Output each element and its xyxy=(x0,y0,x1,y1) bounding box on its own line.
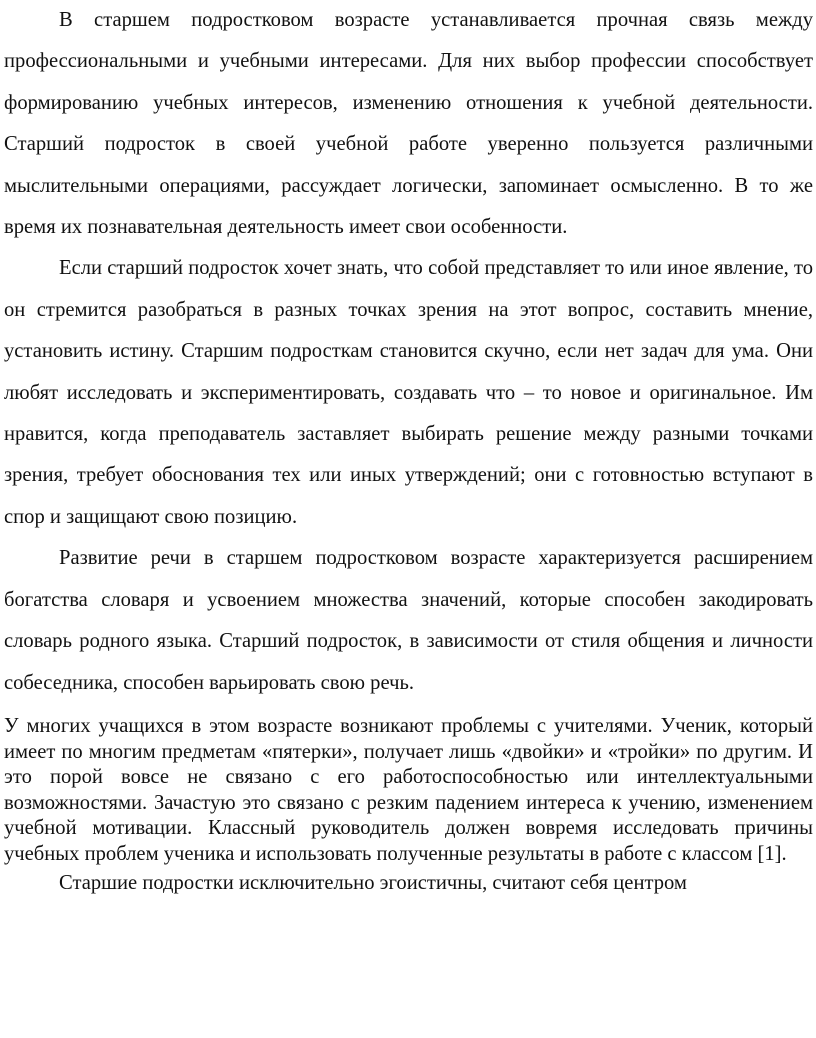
paragraph-thinking-independence: Если старший подросток хочет знать, что собой представляет то или иное явление, то он стремится разобраться в разных точках зрения на этот вопрос, составить мнение, установить истину. Старшим подросткам становится скучно, если нет задач для ума. Они любят исследовать и экспериментировать, создавать что – то новое и оригинальное. Им нравится, когда преподаватель заставляет выбирать решение между разными точками зрения, требует обоснования тех или иных утверждений; они с готовностью вступают в спор и защищают свою позицию. xyxy=(4,257,813,528)
paragraph-egocentrism: Старшие подростки исключительно эгоистичны, считают себя центром xyxy=(59,872,687,895)
paragraph-speech-development: Развитие речи в старшем подростковом возрасте характеризуется расширением богатства словаря и усвоением множества значений, которые способен закодировать словарь родного языка. Старший подросток, в зависимости от стиля общения и личности собеседника, способен варьировать свою речь. xyxy=(4,547,813,694)
paragraph-teacher-problems: У многих учащихся в этом возрасте возникают проблемы с учителями. Ученик, который имеет по многим предметам «пятерки», получает лишь «двойки» и «тройки» по другим. И это порой вовсе не связано с его работоспособностью или интеллектуальными возможностями. Зачастую это связано с резким падением интереса к учению, изменением учебной мотивации. Классный руководитель должен вовремя исследовать причины учебных проблем ученика и использовать полученные результаты в работе с классом [1]. xyxy=(4,714,813,865)
paragraph-cognitive-interests: В старшем подростковом возрасте устанавливается прочная связь между профессиональными и учебными интересами. Для них выбор профессии способствует формированию учебных интересов, изменению отношения к учебной деятельности. Старший подросток в своей учебной работе уверенно пользуется различными мыслительными операциями, рассуждает логически, запоминает осмысленно. В то же время их познавательная деятельность имеет свои особенности. xyxy=(4,9,813,239)
